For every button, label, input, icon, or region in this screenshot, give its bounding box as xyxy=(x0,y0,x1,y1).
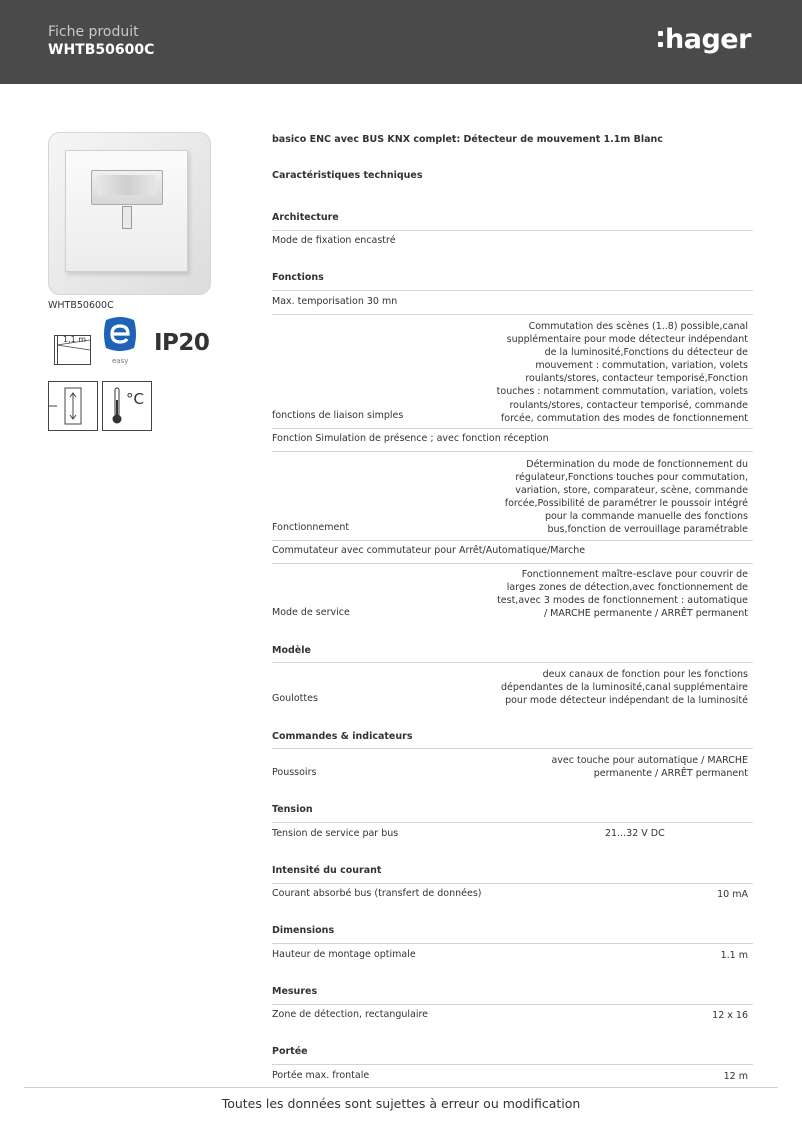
spec-portee-label: Portée max. frontale xyxy=(272,1070,370,1081)
surface-mounting-icon xyxy=(48,381,98,431)
product-photo xyxy=(48,132,211,295)
temperature-label: °C xyxy=(126,390,144,408)
ip-rating: IP20 xyxy=(154,330,210,356)
divider xyxy=(272,290,753,291)
divider xyxy=(272,883,753,884)
spec-temporisation: Max. temporisation 30 mn xyxy=(272,296,398,307)
spec-hauteur-label: Hauteur de montage optimale xyxy=(272,949,416,960)
thermometer-icon xyxy=(102,381,152,431)
switch-plate xyxy=(65,150,188,272)
spec-service-value: Fonctionnement maître-esclave pour couvrir de larges zones de détection,avec fonctionnement de test,avec 3 modes de fonctionnement : automatique / MARCHE permanente / ARRÊT permanent xyxy=(497,569,748,620)
spec-hauteur-value: 1.1 m xyxy=(720,950,748,961)
divider xyxy=(272,943,753,944)
product-reference: WHTB50600C xyxy=(48,42,155,58)
page-header xyxy=(0,0,802,84)
spec-courant-value: 10 mA xyxy=(717,889,748,900)
spec-zone-label: Zone de détection, rectangulaire xyxy=(272,1009,429,1020)
divider xyxy=(272,314,753,315)
divider xyxy=(272,822,753,823)
distance-label: 1,1 m xyxy=(63,335,87,344)
spec-goulottes-label: Goulottes xyxy=(272,693,318,704)
divider xyxy=(272,230,753,231)
spec-fonction: Fonction Simulation de présence ; avec fonction réception xyxy=(272,433,549,444)
divider xyxy=(272,1064,753,1065)
divider xyxy=(272,748,753,749)
footer-divider xyxy=(24,1087,778,1088)
divider xyxy=(272,540,753,541)
spec-zone-value: 12 x 16 xyxy=(712,1010,748,1021)
spec-portee-value: 12 m xyxy=(723,1071,748,1082)
section-mesures: Mesures xyxy=(272,986,318,997)
divider xyxy=(272,428,753,429)
document-type: Fiche produit xyxy=(48,24,139,40)
spec-commutateur: Commutateur avec commutateur pour Arrêt/Automatique/Marche xyxy=(272,545,586,556)
specs-heading: Caractéristiques techniques xyxy=(272,170,423,181)
section-fonctions: Fonctions xyxy=(272,272,324,283)
spec-liaison-label: fonctions de liaison simples xyxy=(272,410,404,421)
easy-icon xyxy=(100,316,140,368)
spec-goulottes-value: deux canaux de fonction pour les fonctions dépendantes de la luminosité,canal supplémentaire pour mode détecteur indépendant de la luminosité xyxy=(500,669,748,707)
logo-text: hager xyxy=(665,24,751,55)
spec-courant-label: Courant absorbé bus (transfert de données) xyxy=(272,888,482,899)
mounting-height-icon xyxy=(54,329,91,365)
spec-poussoirs-label: Poussoirs xyxy=(272,767,317,778)
divider xyxy=(272,563,753,564)
spec-service-label: Mode de service xyxy=(272,607,350,618)
detector-lens xyxy=(91,170,163,205)
spec-tension-value: 21...32 V DC xyxy=(605,828,665,839)
section-intensite: Intensité du courant xyxy=(272,865,382,876)
footer-disclaimer: Toutes les données sont sujettes à erreur ou modification xyxy=(221,1096,581,1111)
section-tension: Tension xyxy=(272,804,313,815)
spec-fixation: Mode de fixation encastré xyxy=(272,235,396,246)
easy-label: easy xyxy=(112,357,129,365)
product-title: basico ENC avec BUS KNX complet: Détecteur de mouvement 1.1m Blanc xyxy=(272,134,663,145)
section-dimensions: Dimensions xyxy=(272,925,335,936)
image-caption: WHTB50600C xyxy=(48,300,114,311)
section-commandes: Commandes & indicateurs xyxy=(272,731,413,742)
section-portee: Portée xyxy=(272,1046,308,1057)
section-architecture: Architecture xyxy=(272,212,339,223)
spec-liaison-value: Commutation des scènes (1..8) possible,canal supplémentaire pour mode détecteur indépendant de la luminosité,Fonctions du détecteur de mouvement : commutation, variation, volets roulants/stores, contacteur temporisé,Fonction touches : notamment commutation, variation, volets roulants/stores, contacteur temporisé, commande forcée, commutation des modes de fonctionnement xyxy=(496,321,748,424)
divider xyxy=(272,1004,753,1005)
divider xyxy=(272,662,753,663)
logo-dots-icon xyxy=(658,31,663,48)
spec-poussoirs-value: avec touche pour automatique / MARCHE permanente / ARRÊT permanent xyxy=(551,755,748,780)
spec-fonctionnement-label: Fonctionnement xyxy=(272,522,350,533)
spec-tension-label: Tension de service par bus xyxy=(272,828,399,839)
section-modele: Modèle xyxy=(272,645,311,656)
divider xyxy=(272,451,753,452)
mode-switch xyxy=(122,206,132,229)
spec-fonctionnement-value: Détermination du mode de fonctionnement du régulateur,Fonctions touches pour commutation, variation, store, comparateur, scène, commande forcée,Possibilité de paramétrer le poussoir intégré pour la commande manuelle des fonctions bus,fonction de verrouillage paramétrable xyxy=(504,459,748,536)
